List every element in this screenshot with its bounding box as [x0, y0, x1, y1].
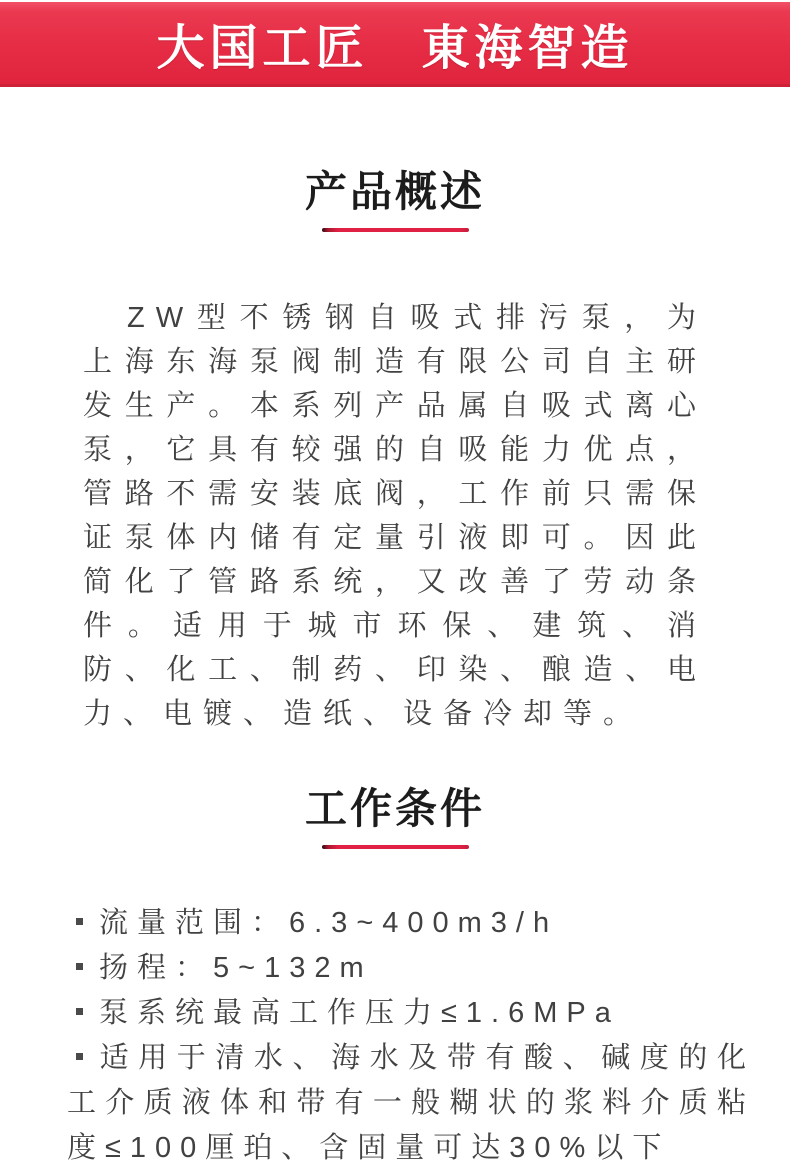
bullet-dot-icon: [76, 918, 83, 925]
section-product-overview: [0, 169, 790, 736]
condition-flow-range: 流量范围：6.3~400m3/h: [99, 907, 559, 939]
overview-title-underline: [322, 228, 469, 232]
condition-applicable-media: 适用于清水、海水及带有酸、碱度的化工介质液体和带有一般糊状的浆料介质粘度≤100厘珀、含固量可达30%以下: [67, 1042, 755, 1164]
section-working-conditions: [0, 786, 790, 1171]
condition-head-range: 扬程：5~132m: [99, 952, 373, 984]
conditions-section-title: 工作条件: [304, 785, 485, 832]
condition-max-pressure: 泵系统最高工作压力≤1.6MPa: [99, 997, 620, 1029]
bullet-dot-icon: [76, 963, 83, 970]
list-item: [67, 1036, 755, 1171]
list-item: [67, 946, 755, 991]
bullet-dot-icon: [76, 1008, 83, 1015]
brand-banner: [0, 2, 790, 87]
list-item: [67, 991, 755, 1036]
conditions-list: [67, 901, 755, 1171]
bullet-dot-icon: [76, 1053, 83, 1060]
brand-banner-title: 大国工匠 東海智造: [156, 21, 634, 75]
overview-section-title: 产品概述: [304, 168, 485, 215]
conditions-title-underline: [322, 845, 469, 849]
overview-paragraph: ZW型不锈钢自吸式排污泵，为上海东海泵阀制造有限公司自主研发生产。本系列产品属自吸式离心泵，它具有较强的自吸能力优点，管路不需安装底阀，工作前只需保证泵体内储有定量引液即可。因此简化了管路系统，又改善了劳动条件。适用于城市环保、建筑、消防、化工、制药、印染、酿造、电力、电镀、造纸、设备冷却等。: [83, 302, 707, 730]
list-item: [67, 901, 755, 946]
